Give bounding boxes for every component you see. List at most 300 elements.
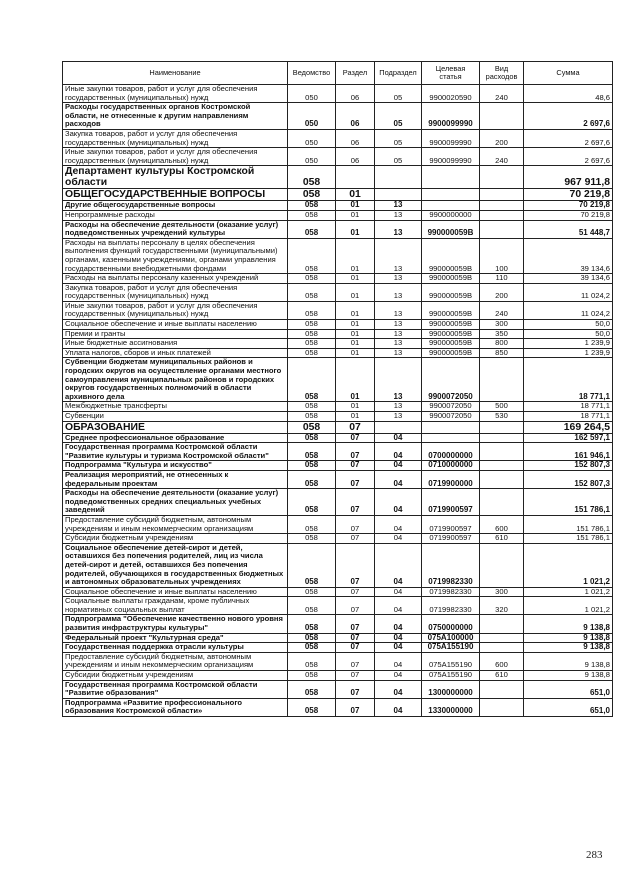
table-row: [63, 339, 613, 349]
cell-vid: 240: [480, 148, 524, 166]
cell-razdel: 07: [336, 534, 375, 544]
cell-podrazdel: 13: [375, 301, 422, 319]
cell-razdel: 01: [336, 189, 375, 201]
table-row: [63, 148, 613, 166]
cell-razdel: 07: [336, 443, 375, 461]
cell-name: Субсидии бюджетным учреждениям: [63, 671, 288, 681]
cell-vid: 200: [480, 129, 524, 147]
cell-target: 9900072050: [422, 358, 480, 402]
cell-target: 990000059В: [422, 301, 480, 319]
cell-podrazdel: 13: [375, 320, 422, 330]
cell-podrazdel: 04: [375, 534, 422, 544]
cell-target: 990000059В: [422, 329, 480, 339]
cell-podrazdel: 04: [375, 433, 422, 443]
cell-vid: [480, 433, 524, 443]
cell-podrazdel: [375, 189, 422, 201]
cell-razdel: 07: [336, 515, 375, 533]
cell-sum: 9 138,8: [524, 671, 613, 681]
cell-podrazdel: 05: [375, 148, 422, 166]
cell-sum: 11 024,2: [524, 283, 613, 301]
table-row: [63, 210, 613, 220]
cell-target: 0719900000: [422, 470, 480, 488]
cell-name: Предоставление субсидий бюджетным, автономным учреждениям и иным некоммерческим организациям: [63, 515, 288, 533]
cell-razdel: 01: [336, 301, 375, 319]
table-row: [63, 671, 613, 681]
cell-ved: 058: [288, 698, 336, 716]
cell-ved: 058: [288, 274, 336, 284]
cell-podrazdel: 04: [375, 543, 422, 587]
cell-sum: 2 697,6: [524, 129, 613, 147]
cell-podrazdel: 04: [375, 461, 422, 471]
cell-razdel: 01: [336, 358, 375, 402]
cell-vid: 300: [480, 587, 524, 597]
header-ved: Ведомство: [288, 62, 336, 85]
cell-vid: [480, 166, 524, 189]
cell-vid: [480, 680, 524, 698]
cell-sum: 2 697,6: [524, 148, 613, 166]
cell-target: 1330000000: [422, 698, 480, 716]
cell-target: [422, 201, 480, 211]
cell-ved: 058: [288, 189, 336, 201]
cell-name: Субвенции бюджетам муниципальных районов и городских округов на осуществление органами местного самоуправления муниципальных районов и городских округов государственных полномочий в области архивного дела: [63, 358, 288, 402]
cell-podrazdel: 04: [375, 680, 422, 698]
cell-name: Иные закупки товаров, работ и услуг для обеспечения государственных (муниципальных) нужд: [63, 148, 288, 166]
cell-target: [422, 166, 480, 189]
cell-vid: 610: [480, 671, 524, 681]
cell-sum: 18 771,1: [524, 358, 613, 402]
cell-sum: 70 219,8: [524, 210, 613, 220]
cell-ved: 058: [288, 320, 336, 330]
cell-podrazdel: 04: [375, 633, 422, 643]
cell-ved: 050: [288, 129, 336, 147]
cell-podrazdel: 04: [375, 597, 422, 615]
cell-razdel: 07: [336, 543, 375, 587]
cell-ved: 058: [288, 515, 336, 533]
cell-ved: 058: [288, 238, 336, 273]
cell-vid: 110: [480, 274, 524, 284]
cell-name: Федеральный проект "Культурная среда": [63, 633, 288, 643]
cell-sum: 2 697,6: [524, 103, 613, 130]
cell-sum: 651,0: [524, 680, 613, 698]
cell-name: Уплата налогов, сборов и иных платежей: [63, 348, 288, 358]
cell-podrazdel: 13: [375, 348, 422, 358]
cell-name: Иные закупки товаров, работ и услуг для обеспечения государственных (муниципальных) нужд: [63, 85, 288, 103]
cell-target: [422, 433, 480, 443]
table-row: [63, 129, 613, 147]
cell-podrazdel: 05: [375, 103, 422, 130]
cell-target: [422, 189, 480, 201]
page-number: 283: [586, 849, 603, 861]
cell-ved: 058: [288, 443, 336, 461]
cell-razdel: 07: [336, 652, 375, 670]
cell-razdel: 01: [336, 210, 375, 220]
cell-podrazdel: 04: [375, 615, 422, 633]
cell-razdel: 07: [336, 643, 375, 653]
header-sum: Сумма: [524, 62, 613, 85]
cell-target: 0719900597: [422, 489, 480, 516]
cell-sum: 651,0: [524, 698, 613, 716]
cell-razdel: 01: [336, 402, 375, 412]
cell-vid: [480, 358, 524, 402]
cell-ved: 058: [288, 301, 336, 319]
cell-target: 9900072050: [422, 412, 480, 422]
cell-ved: 058: [288, 543, 336, 587]
cell-sum: 152 807,3: [524, 461, 613, 471]
cell-name: Подпрограмма «Развитие профессионального образования Костромской области»: [63, 698, 288, 716]
cell-target: 0719900597: [422, 534, 480, 544]
cell-razdel: 06: [336, 148, 375, 166]
cell-name: Предоставление субсидий бюджетным, автономным учреждениям и иным некоммерческим организациям: [63, 652, 288, 670]
cell-vid: [480, 201, 524, 211]
cell-ved: 050: [288, 85, 336, 103]
table-row: [63, 489, 613, 516]
table-row: [63, 412, 613, 422]
cell-vid: 850: [480, 348, 524, 358]
cell-name: ОБРАЗОВАНИЕ: [63, 421, 288, 433]
cell-name: Закупка товаров, работ и услуг для обеспечения государственных (муниципальных) нужд: [63, 129, 288, 147]
cell-razdel: 01: [336, 348, 375, 358]
cell-target: 990000059В: [422, 339, 480, 349]
cell-razdel: 07: [336, 421, 375, 433]
cell-podrazdel: 04: [375, 643, 422, 653]
cell-podrazdel: 13: [375, 329, 422, 339]
cell-ved: 058: [288, 597, 336, 615]
table-row: [63, 652, 613, 670]
cell-sum: 18 771,1: [524, 412, 613, 422]
cell-podrazdel: 04: [375, 587, 422, 597]
cell-vid: [480, 633, 524, 643]
cell-vid: [480, 470, 524, 488]
table-row: [63, 274, 613, 284]
table-row: [63, 103, 613, 130]
cell-ved: 058: [288, 633, 336, 643]
cell-sum: 169 264,5: [524, 421, 613, 433]
cell-vid: 240: [480, 301, 524, 319]
cell-razdel: 01: [336, 412, 375, 422]
table-row: [63, 301, 613, 319]
cell-name: Премии и гранты: [63, 329, 288, 339]
cell-sum: 151 786,1: [524, 515, 613, 533]
cell-name: Реализация мероприятий, не отнесенных к федеральным проектам: [63, 470, 288, 488]
cell-target: 9900000000: [422, 210, 480, 220]
cell-vid: 500: [480, 402, 524, 412]
cell-vid: 320: [480, 597, 524, 615]
cell-name: Социальное обеспечение детей-сирот и детей, оставшихся без попечения родителей, лиц из числа детей-сирот и детей, оставшихся без попечения родителей, обучающихся в государственных бюджетных и автономных образовательных учреждениях: [63, 543, 288, 587]
cell-ved: 058: [288, 412, 336, 422]
cell-sum: 18 771,1: [524, 402, 613, 412]
cell-name: Расходы на выплаты персоналу казенных учреждений: [63, 274, 288, 284]
header-name: Наименование: [63, 62, 288, 85]
cell-name: Социальное обеспечение и иные выплаты населению: [63, 320, 288, 330]
cell-sum: 1 021,2: [524, 543, 613, 587]
cell-name: Государственная программа Костромской области "Развитие образования": [63, 680, 288, 698]
cell-sum: 9 138,8: [524, 615, 613, 633]
cell-name: Подпрограмма "Культура и искусство": [63, 461, 288, 471]
table-row: [63, 201, 613, 211]
cell-ved: 058: [288, 652, 336, 670]
cell-vid: [480, 615, 524, 633]
cell-ved: 058: [288, 461, 336, 471]
cell-vid: 100: [480, 238, 524, 273]
table-row: [63, 597, 613, 615]
cell-target: 990000059В: [422, 348, 480, 358]
cell-vid: [480, 461, 524, 471]
table-row: [63, 698, 613, 716]
cell-ved: 058: [288, 671, 336, 681]
cell-vid: [480, 103, 524, 130]
cell-ved: 058: [288, 421, 336, 433]
cell-razdel: 07: [336, 489, 375, 516]
cell-target: 0750000000: [422, 615, 480, 633]
cell-ved: 058: [288, 283, 336, 301]
cell-razdel: 01: [336, 201, 375, 211]
cell-vid: 200: [480, 283, 524, 301]
cell-sum: 1 239,9: [524, 348, 613, 358]
cell-sum: 1 021,2: [524, 597, 613, 615]
cell-target: 9900020590: [422, 85, 480, 103]
cell-vid: 350: [480, 329, 524, 339]
cell-target: 0719982330: [422, 543, 480, 587]
cell-podrazdel: 04: [375, 489, 422, 516]
table-row: [63, 85, 613, 103]
cell-razdel: 01: [336, 320, 375, 330]
cell-vid: 600: [480, 652, 524, 670]
cell-vid: [480, 489, 524, 516]
cell-razdel: 06: [336, 103, 375, 130]
cell-ved: 050: [288, 148, 336, 166]
cell-ved: 058: [288, 615, 336, 633]
cell-vid: 300: [480, 320, 524, 330]
table-row: [63, 433, 613, 443]
cell-razdel: 07: [336, 633, 375, 643]
cell-ved: 058: [288, 201, 336, 211]
table-row: [63, 320, 613, 330]
cell-ved: 058: [288, 210, 336, 220]
cell-podrazdel: 13: [375, 339, 422, 349]
cell-name: Другие общегосударственные вопросы: [63, 201, 288, 211]
cell-vid: 800: [480, 339, 524, 349]
cell-target: 075А155190: [422, 671, 480, 681]
table-row: [63, 166, 613, 189]
cell-target: 9900099990: [422, 103, 480, 130]
cell-podrazdel: 13: [375, 220, 422, 238]
table-row: [63, 348, 613, 358]
table-row: [63, 461, 613, 471]
cell-vid: [480, 421, 524, 433]
cell-sum: 1 021,2: [524, 587, 613, 597]
cell-name: Расходы на выплаты персоналу в целях обеспечения выполнения функций государственными (муниципальными) органами, казенными учреждениями, органами управления государственными внебюджетными фондами: [63, 238, 288, 273]
cell-ved: 058: [288, 358, 336, 402]
cell-podrazdel: [375, 166, 422, 189]
cell-razdel: 01: [336, 274, 375, 284]
cell-razdel: 07: [336, 615, 375, 633]
cell-ved: 058: [288, 489, 336, 516]
cell-razdel: 07: [336, 680, 375, 698]
cell-podrazdel: 05: [375, 85, 422, 103]
cell-vid: [480, 210, 524, 220]
cell-podrazdel: 13: [375, 210, 422, 220]
cell-vid: 600: [480, 515, 524, 533]
table-row: [63, 443, 613, 461]
table-row: [63, 329, 613, 339]
cell-ved: 058: [288, 329, 336, 339]
cell-sum: 162 597,1: [524, 433, 613, 443]
cell-target: 9900072050: [422, 402, 480, 412]
budget-table: [62, 61, 613, 717]
cell-sum: 9 138,8: [524, 652, 613, 670]
cell-podrazdel: 04: [375, 470, 422, 488]
cell-sum: 48,6: [524, 85, 613, 103]
cell-ved: 058: [288, 339, 336, 349]
cell-sum: 967 911,8: [524, 166, 613, 189]
cell-target: 990000059В: [422, 220, 480, 238]
cell-sum: 9 138,8: [524, 633, 613, 643]
cell-ved: 058: [288, 433, 336, 443]
cell-vid: [480, 189, 524, 201]
cell-razdel: 07: [336, 587, 375, 597]
cell-name: Субсидии бюджетным учреждениям: [63, 534, 288, 544]
cell-name: Субвенции: [63, 412, 288, 422]
cell-vid: 610: [480, 534, 524, 544]
cell-name: Иные бюджетные ассигнования: [63, 339, 288, 349]
cell-vid: [480, 543, 524, 587]
cell-sum: 151 786,1: [524, 489, 613, 516]
cell-podrazdel: 13: [375, 358, 422, 402]
cell-razdel: 01: [336, 329, 375, 339]
table-row: [63, 358, 613, 402]
cell-razdel: 07: [336, 698, 375, 716]
cell-razdel: 07: [336, 461, 375, 471]
table-row: [63, 283, 613, 301]
cell-target: 9900099990: [422, 148, 480, 166]
cell-vid: 240: [480, 85, 524, 103]
cell-sum: 39 134,6: [524, 238, 613, 273]
cell-name: Среднее профессиональное образование: [63, 433, 288, 443]
cell-ved: 058: [288, 402, 336, 412]
table-row: [63, 633, 613, 643]
cell-razdel: 07: [336, 597, 375, 615]
cell-sum: 50,0: [524, 320, 613, 330]
cell-ved: 058: [288, 680, 336, 698]
cell-vid: [480, 643, 524, 653]
cell-target: 0700000000: [422, 443, 480, 461]
cell-name: Расходы на обеспечение деятельности (оказание услуг) подведомственных учреждений культуры: [63, 220, 288, 238]
cell-sum: 161 946,1: [524, 443, 613, 461]
cell-target: 0710000000: [422, 461, 480, 471]
cell-ved: 058: [288, 470, 336, 488]
cell-sum: 70 219,8: [524, 201, 613, 211]
table-header-row: [63, 62, 613, 85]
table-row: [63, 238, 613, 273]
table-row: [63, 402, 613, 412]
cell-podrazdel: 13: [375, 402, 422, 412]
cell-razdel: 01: [336, 283, 375, 301]
table-row: [63, 615, 613, 633]
cell-target: [422, 421, 480, 433]
cell-sum: 1 239,9: [524, 339, 613, 349]
cell-razdel: [336, 166, 375, 189]
cell-target: 990000059В: [422, 320, 480, 330]
cell-name: Межбюджетные трансферты: [63, 402, 288, 412]
cell-target: 0719900597: [422, 515, 480, 533]
cell-podrazdel: 13: [375, 283, 422, 301]
cell-vid: [480, 220, 524, 238]
cell-sum: 51 448,7: [524, 220, 613, 238]
cell-razdel: 07: [336, 433, 375, 443]
cell-podrazdel: 04: [375, 671, 422, 681]
cell-razdel: 01: [336, 339, 375, 349]
cell-name: Социальные выплаты гражданам, кроме публичных нормативных социальных выплат: [63, 597, 288, 615]
cell-razdel: 07: [336, 470, 375, 488]
cell-name: Расходы на обеспечение деятельности (оказание услуг) подведомственных средних специальных учебных заведений: [63, 489, 288, 516]
cell-target: 990000059В: [422, 238, 480, 273]
table-row: [63, 470, 613, 488]
table-row: [63, 189, 613, 201]
cell-name: Государственная поддержка отрасли культуры: [63, 643, 288, 653]
header-vid: Вид расходов: [480, 62, 524, 85]
cell-sum: 70 219,8: [524, 189, 613, 201]
cell-razdel: 01: [336, 238, 375, 273]
cell-name: Расходы государственных органов Костромской области, не отнесенные к другим направлениям расходов: [63, 103, 288, 130]
cell-ved: 058: [288, 348, 336, 358]
cell-sum: 50,0: [524, 329, 613, 339]
table-row: [63, 543, 613, 587]
cell-name: Департамент культуры Костромской области: [63, 166, 288, 189]
cell-ved: 058: [288, 534, 336, 544]
header-podrazdel: Подраздел: [375, 62, 422, 85]
cell-ved: 058: [288, 643, 336, 653]
cell-podrazdel: 13: [375, 238, 422, 273]
cell-podrazdel: 04: [375, 698, 422, 716]
cell-podrazdel: 04: [375, 443, 422, 461]
cell-name: Иные закупки товаров, работ и услуг для обеспечения государственных (муниципальных) нужд: [63, 301, 288, 319]
cell-razdel: 07: [336, 671, 375, 681]
cell-name: Закупка товаров, работ и услуг для обеспечения государственных (муниципальных) нужд: [63, 283, 288, 301]
table-row: [63, 421, 613, 433]
cell-target: 0719982330: [422, 597, 480, 615]
cell-target: 075А100000: [422, 633, 480, 643]
cell-podrazdel: 13: [375, 201, 422, 211]
cell-target: 075А155190: [422, 652, 480, 670]
cell-target: 9900099990: [422, 129, 480, 147]
cell-ved: 058: [288, 166, 336, 189]
cell-ved: 058: [288, 220, 336, 238]
cell-podrazdel: 04: [375, 652, 422, 670]
cell-ved: 050: [288, 103, 336, 130]
cell-name: Государственная программа Костромской области "Развитие культуры и туризма Костромской области": [63, 443, 288, 461]
cell-podrazdel: 13: [375, 274, 422, 284]
table-row: [63, 534, 613, 544]
cell-podrazdel: 13: [375, 412, 422, 422]
cell-name: Непрограммные расходы: [63, 210, 288, 220]
cell-sum: 9 138,8: [524, 643, 613, 653]
cell-vid: [480, 698, 524, 716]
header-razdel: Раздел: [336, 62, 375, 85]
cell-podrazdel: 05: [375, 129, 422, 147]
cell-razdel: 06: [336, 85, 375, 103]
table-row: [63, 587, 613, 597]
cell-sum: 151 786,1: [524, 534, 613, 544]
cell-ved: 058: [288, 587, 336, 597]
table-row: [63, 643, 613, 653]
cell-target: 990000059В: [422, 283, 480, 301]
cell-vid: 530: [480, 412, 524, 422]
header-target: Целевая статья: [422, 62, 480, 85]
cell-sum: 39 134,6: [524, 274, 613, 284]
cell-vid: [480, 443, 524, 461]
table-row: [63, 220, 613, 238]
cell-name: Подпрограмма "Обеспечение качественно нового уровня развития инфраструктуры культуры": [63, 615, 288, 633]
